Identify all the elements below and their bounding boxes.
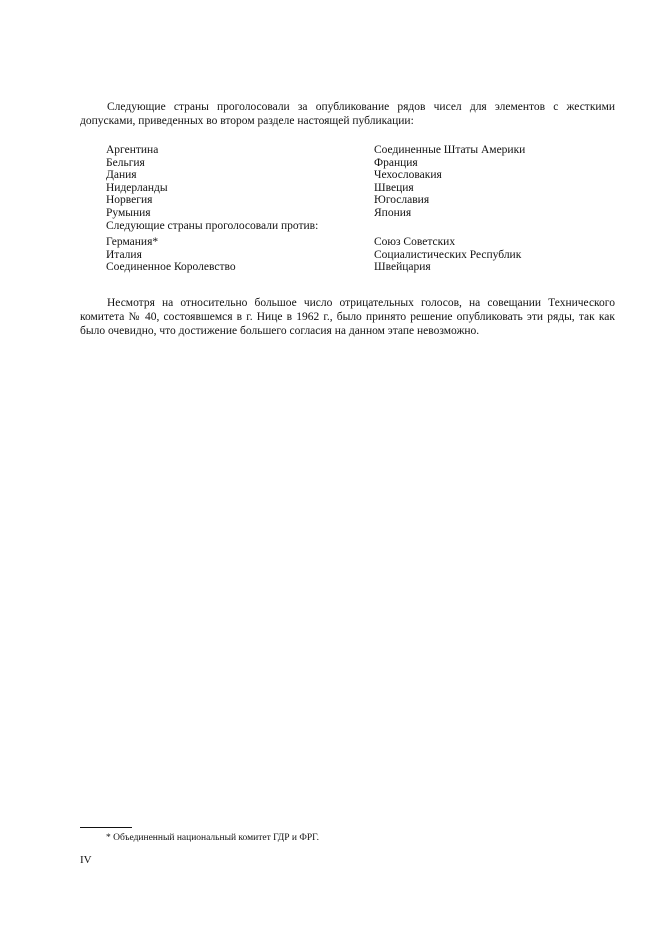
page-number: IV (80, 854, 92, 866)
country-item: Швейцария (374, 261, 431, 273)
country-item: Италия (106, 248, 142, 261)
footnote-divider (80, 827, 132, 828)
footnote: * Объединенный национальный комитет ГДР и ФРГ. (106, 833, 319, 843)
country-item: Союз Советских (374, 236, 456, 248)
country-item: Нидерланды (106, 181, 168, 194)
country-item: Бельгия (106, 156, 145, 169)
votes-for-right-column (374, 144, 525, 219)
votes-against-right-column (374, 236, 521, 274)
votes-for-left-column (106, 144, 168, 219)
country-item: Чехословакия (374, 169, 442, 181)
country-item: Япония (374, 206, 412, 219)
country-item: Швеция (374, 181, 414, 194)
country-item: Соединенное Королевство (106, 261, 236, 273)
country-item: Аргентина (106, 144, 159, 156)
country-item: Румыния (106, 206, 151, 219)
votes-against-left-column (106, 236, 236, 274)
country-item: Франция (374, 156, 418, 169)
country-item: Социалистических Республик (374, 248, 522, 261)
country-item: Германия* (106, 236, 159, 248)
country-item: Югославия (374, 194, 430, 206)
against-label: Следующие страны проголосовали против: (106, 220, 319, 232)
country-item: Соединенные Штаты Америки (374, 144, 526, 156)
country-item: Дания (106, 169, 137, 181)
conclusion-paragraph: Несмотря на относительно большое число отрицательных голосов, на совещании Технического комитета № 40, состоявшемся в г. Нице в 1962 г., было принято решение опубликовать эти ряды, так как было очевидно, что достижение большего согласия на данном этапе невозможно. (80, 297, 615, 337)
country-item: Норвегия (106, 194, 153, 206)
intro-paragraph: Следующие страны проголосовали за опубликование рядов чисел для элементов с жесткими допусками, приведенных во втором разделе настоящей публикации: (80, 101, 615, 127)
